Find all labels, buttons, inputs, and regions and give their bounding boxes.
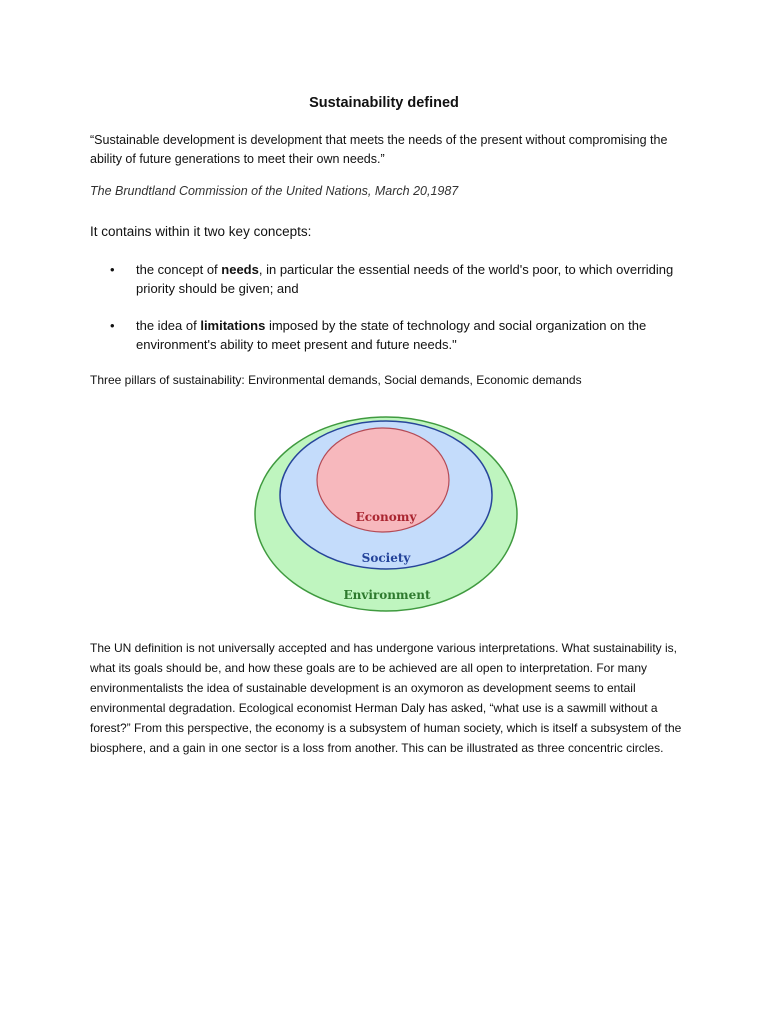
concentric-circles-diagram <box>252 414 522 614</box>
brundtland-quote: “Sustainable development is development that meets the needs of the present without compromising the ability of future generations to meet their own needs.” <box>90 133 668 166</box>
document-title: Sustainability defined <box>309 95 459 111</box>
bullet-text-before: the concept of <box>136 262 222 277</box>
quote-attribution: The Brundtland Commission of the United Nations, March 20,1987 <box>90 184 459 198</box>
bullet-text-after: imposed by the state of technology and social organization on the environment's ability to meet present and future needs." <box>136 318 647 352</box>
bullet-emphasis: limitations <box>200 318 266 333</box>
bullet-text-after: , in particular the essential needs of the world's poor, to which overriding priority should be given; and <box>136 262 674 296</box>
key-concepts-intro: It contains within it two key concepts: <box>90 224 312 239</box>
environment-label: Environment <box>343 588 431 602</box>
bullet-emphasis: needs <box>221 262 259 277</box>
bullet-icon: • <box>110 318 115 333</box>
three-pillars-line: Three pillars of sustainability: Environmental demands, Social demands, Economic demands <box>90 373 582 387</box>
interpretation-paragraph: The UN definition is not universally accepted and has undergone various interpretations. What sustainability is, what its goals should be, and how these goals are to be achieved are all open to interpretation. For many environmentalists the idea of sustainable development is an oxymoron as development seems to entail environmental degradation. Ecological economist Herman Daly has asked, “what use is a sawmill without a forest?” From this perspective, the economy is a subsystem of human society, which is itself a subsystem of the biosphere, and a gain in one sector is a loss from another. This can be illustrated as three concentric circles. <box>90 641 682 756</box>
bullet-icon: • <box>110 262 115 277</box>
key-concepts-list <box>90 261 690 373</box>
society-label: Society <box>361 551 411 565</box>
list-item <box>90 317 690 354</box>
bullet-text-before: the idea of <box>136 318 201 333</box>
list-item <box>90 261 690 298</box>
economy-label: Economy <box>355 510 417 524</box>
